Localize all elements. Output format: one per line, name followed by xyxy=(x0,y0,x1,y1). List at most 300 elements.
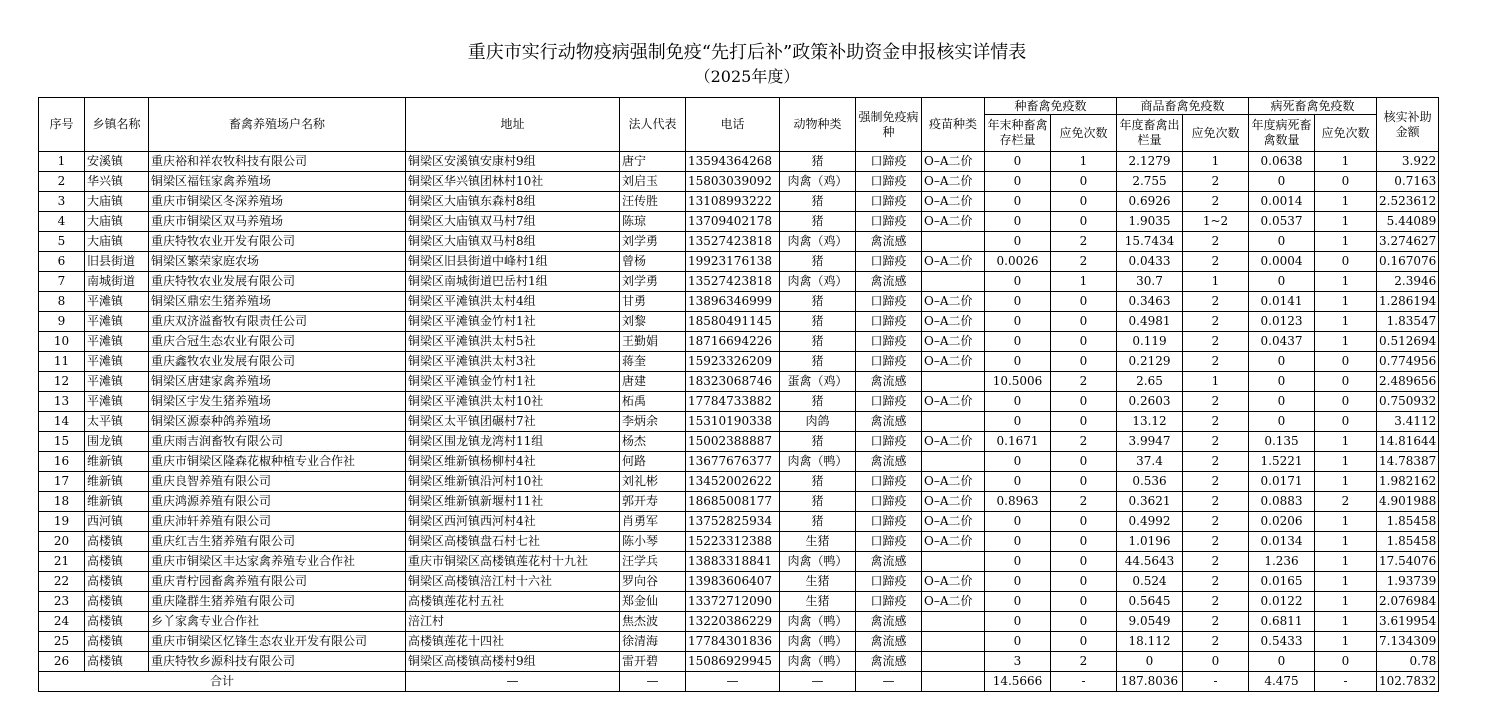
cell-rep: 刘礼彬 xyxy=(620,472,686,492)
cell-dead-count: 0.0122 xyxy=(1249,592,1315,612)
cell-town: 高楼镇 xyxy=(85,652,149,672)
cell-dead-times: 1 xyxy=(1315,232,1377,252)
cell-disease: 口蹄疫 xyxy=(856,572,922,592)
cell-commodity-times: 2 xyxy=(1183,612,1249,632)
cell-seq: 2 xyxy=(39,172,85,192)
cell-vaccine: O–A二价 xyxy=(922,572,985,592)
cell-seq: 14 xyxy=(39,412,85,432)
total-vaccine xyxy=(922,672,985,692)
cell-breeding-times: 0 xyxy=(1051,392,1117,412)
cell-commodity-times: 2 xyxy=(1183,292,1249,312)
cell-species: 猪 xyxy=(780,392,856,412)
cell-farm: 铜梁区源泰种鸽养殖场 xyxy=(149,412,406,432)
cell-phone: 15086929945 xyxy=(686,652,780,672)
header-species: 动物种类 xyxy=(780,98,856,152)
cell-subsidy: 0.7163 xyxy=(1377,172,1439,192)
table-body xyxy=(39,152,1439,692)
cell-species: 猪 xyxy=(780,472,856,492)
cell-breeding-times: 0 xyxy=(1051,572,1117,592)
cell-species: 猪 xyxy=(780,152,856,172)
cell-dead-times: 2 xyxy=(1315,492,1377,512)
cell-dead-count: 0.0638 xyxy=(1249,152,1315,172)
cell-dead-times: 0 xyxy=(1315,172,1377,192)
cell-address: 铜梁区维新镇杨柳村4社 xyxy=(406,452,620,472)
cell-seq: 1 xyxy=(39,152,85,172)
cell-dead-times: 1 xyxy=(1315,312,1377,332)
cell-breeding-times: 0 xyxy=(1051,452,1117,472)
cell-rep: 肖勇军 xyxy=(620,512,686,532)
cell-address: 铜梁区大庙镇东森村8组 xyxy=(406,192,620,212)
cell-farm: 重庆鸿源养殖有限公司 xyxy=(149,492,406,512)
cell-breeding-stock: 0 xyxy=(985,552,1051,572)
cell-vaccine xyxy=(922,232,985,252)
cell-farm: 重庆鑫牧农业发展有限公司 xyxy=(149,352,406,372)
cell-seq: 4 xyxy=(39,212,85,232)
cell-farm: 重庆市铜梁区丰达家禽养殖专业合作社 xyxy=(149,552,406,572)
header-commodity-out-text: 年度畜禽出栏量 xyxy=(1119,118,1180,147)
cell-breeding-times: 1 xyxy=(1051,152,1117,172)
cell-phone: 13594364268 xyxy=(686,152,780,172)
cell-dead-times: 1 xyxy=(1315,292,1377,312)
cell-vaccine: O–A二价 xyxy=(922,192,985,212)
cell-dead-times: 1 xyxy=(1315,452,1377,472)
cell-dead-count: 1.236 xyxy=(1249,552,1315,572)
cell-subsidy: 0.78 xyxy=(1377,652,1439,672)
cell-farm: 铜梁区唐建家禽养殖场 xyxy=(149,372,406,392)
table-row xyxy=(39,412,1439,432)
table-row xyxy=(39,152,1439,172)
cell-breeding-times: 0 xyxy=(1051,512,1117,532)
table-row xyxy=(39,592,1439,612)
cell-town: 平滩镇 xyxy=(85,372,149,392)
cell-address: 铜梁区大庙镇双马村8组 xyxy=(406,232,620,252)
cell-phone: 15803039092 xyxy=(686,172,780,192)
cell-dead-times: 0 xyxy=(1315,392,1377,412)
cell-seq: 12 xyxy=(39,372,85,392)
table-row xyxy=(39,352,1439,372)
cell-commodity-times: 1 xyxy=(1183,372,1249,392)
cell-farm: 重庆良智养殖有限公司 xyxy=(149,472,406,492)
cell-breeding-stock: 0 xyxy=(985,172,1051,192)
cell-subsidy: 14.81644 xyxy=(1377,432,1439,452)
table-row xyxy=(39,312,1439,332)
cell-dead-times: 1 xyxy=(1315,272,1377,292)
cell-town: 平滩镇 xyxy=(85,352,149,372)
cell-vaccine xyxy=(922,552,985,572)
cell-rep: 刘黎 xyxy=(620,312,686,332)
cell-dead-count: 0.0004 xyxy=(1249,252,1315,272)
cell-commodity-times: 2 xyxy=(1183,452,1249,472)
cell-town: 高楼镇 xyxy=(85,592,149,612)
cell-town: 华兴镇 xyxy=(85,172,149,192)
cell-commodity-times: 2 xyxy=(1183,192,1249,212)
cell-species: 生猪 xyxy=(780,572,856,592)
cell-commodity-out: 2.65 xyxy=(1117,372,1183,392)
cell-phone: 13883318841 xyxy=(686,552,780,572)
cell-disease: 口蹄疫 xyxy=(856,292,922,312)
header-farm: 畜禽养殖场户名称 xyxy=(149,98,406,152)
cell-dead-times: 1 xyxy=(1315,532,1377,552)
cell-breeding-stock: 0 xyxy=(985,412,1051,432)
cell-seq: 19 xyxy=(39,512,85,532)
cell-breeding-stock: 0 xyxy=(985,612,1051,632)
cell-subsidy: 2.076984 xyxy=(1377,592,1439,612)
cell-rep: 刘学勇 xyxy=(620,232,686,252)
cell-dead-count: 0 xyxy=(1249,652,1315,672)
cell-dead-count: 0.0014 xyxy=(1249,192,1315,212)
cell-commodity-times: 2 xyxy=(1183,352,1249,372)
cell-rep: 蒋奎 xyxy=(620,352,686,372)
cell-disease: 禽流感 xyxy=(856,412,922,432)
cell-seq: 18 xyxy=(39,492,85,512)
cell-disease: 口蹄疫 xyxy=(856,352,922,372)
cell-rep: 徐清海 xyxy=(620,632,686,652)
cell-vaccine: O–A二价 xyxy=(922,532,985,552)
cell-rep: 郑金仙 xyxy=(620,592,686,612)
cell-commodity-out: 0.3621 xyxy=(1117,492,1183,512)
cell-phone: 13220386229 xyxy=(686,612,780,632)
cell-vaccine: O–A二价 xyxy=(922,472,985,492)
cell-breeding-times: 0 xyxy=(1051,212,1117,232)
cell-breeding-times: 0 xyxy=(1051,612,1117,632)
cell-vaccine xyxy=(922,412,985,432)
cell-disease: 禽流感 xyxy=(856,272,922,292)
header-group-breeding: 种畜禽免疫数 xyxy=(985,98,1117,115)
total-disease: — xyxy=(856,672,922,692)
cell-commodity-out: 0 xyxy=(1117,652,1183,672)
table-row xyxy=(39,532,1439,552)
cell-town: 平滩镇 xyxy=(85,332,149,352)
total-rep: — xyxy=(620,672,686,692)
cell-town: 南城街道 xyxy=(85,272,149,292)
cell-town: 高楼镇 xyxy=(85,572,149,592)
cell-dead-count: 0.0883 xyxy=(1249,492,1315,512)
cell-farm: 重庆市铜梁区隆森花椒种植专业合作社 xyxy=(149,452,406,472)
cell-commodity-times: 2 xyxy=(1183,432,1249,452)
cell-breeding-times: 2 xyxy=(1051,492,1117,512)
cell-vaccine xyxy=(922,612,985,632)
cell-vaccine: O–A二价 xyxy=(922,252,985,272)
table-row xyxy=(39,172,1439,192)
cell-species: 肉禽（鸭） xyxy=(780,452,856,472)
cell-seq: 5 xyxy=(39,232,85,252)
cell-rep: 郭开寿 xyxy=(620,492,686,512)
table-row xyxy=(39,372,1439,392)
cell-commodity-out: 0.536 xyxy=(1117,472,1183,492)
cell-disease: 口蹄疫 xyxy=(856,532,922,552)
cell-rep: 王勤娟 xyxy=(620,332,686,352)
cell-species: 肉禽（鸡） xyxy=(780,232,856,252)
cell-commodity-out: 0.5645 xyxy=(1117,592,1183,612)
cell-breeding-times: 0 xyxy=(1051,332,1117,352)
cell-farm: 重庆市铜梁区忆锋生态农业开发有限公司 xyxy=(149,632,406,652)
cell-phone: 13372712090 xyxy=(686,592,780,612)
cell-phone: 18716694226 xyxy=(686,332,780,352)
cell-rep: 何路 xyxy=(620,452,686,472)
cell-dead-count: 0 xyxy=(1249,372,1315,392)
cell-breeding-times: 0 xyxy=(1051,352,1117,372)
cell-dead-count: 0.6811 xyxy=(1249,612,1315,632)
total-dead-times: - xyxy=(1315,672,1377,692)
cell-phone: 13527423818 xyxy=(686,272,780,292)
cell-breeding-times: 0 xyxy=(1051,472,1117,492)
cell-farm: 重庆双济溢畜牧有限责任公司 xyxy=(149,312,406,332)
cell-address: 铜梁区高楼镇盘石村七社 xyxy=(406,532,620,552)
cell-disease: 口蹄疫 xyxy=(856,252,922,272)
cell-seq: 22 xyxy=(39,572,85,592)
cell-disease: 口蹄疫 xyxy=(856,172,922,192)
cell-subsidy: 4.901988 xyxy=(1377,492,1439,512)
cell-disease: 口蹄疫 xyxy=(856,152,922,172)
table-row xyxy=(39,232,1439,252)
cell-farm: 重庆市铜梁区冬深养殖场 xyxy=(149,192,406,212)
cell-species: 猪 xyxy=(780,292,856,312)
cell-commodity-out: 1.0196 xyxy=(1117,532,1183,552)
table-row xyxy=(39,472,1439,492)
cell-phone: 13752825934 xyxy=(686,512,780,532)
cell-dead-count: 0 xyxy=(1249,232,1315,252)
cell-disease: 禽流感 xyxy=(856,612,922,632)
cell-commodity-out: 30.7 xyxy=(1117,272,1183,292)
cell-town: 围龙镇 xyxy=(85,432,149,452)
header-subsidy-text: 核实补助金额 xyxy=(1383,109,1432,139)
cell-seq: 25 xyxy=(39,632,85,652)
cell-dead-times: 1 xyxy=(1315,152,1377,172)
cell-subsidy: 1.93739 xyxy=(1377,572,1439,592)
cell-subsidy: 3.619954 xyxy=(1377,612,1439,632)
cell-subsidy: 3.922 xyxy=(1377,152,1439,172)
table-row xyxy=(39,192,1439,212)
total-commodity-times: - xyxy=(1183,672,1249,692)
table-row xyxy=(39,612,1439,632)
cell-phone: 18323068746 xyxy=(686,372,780,392)
cell-town: 高楼镇 xyxy=(85,612,149,632)
cell-town: 旧县街道 xyxy=(85,252,149,272)
cell-breeding-times: 2 xyxy=(1051,372,1117,392)
cell-breeding-stock: 0 xyxy=(985,452,1051,472)
cell-subsidy: 5.44089 xyxy=(1377,212,1439,232)
cell-commodity-out: 0.4981 xyxy=(1117,312,1183,332)
cell-farm: 重庆特牧农业发展有限公司 xyxy=(149,272,406,292)
cell-disease: 禽流感 xyxy=(856,232,922,252)
cell-address: 铜梁区高楼镇高楼村9组 xyxy=(406,652,620,672)
cell-vaccine: O–A二价 xyxy=(922,212,985,232)
cell-seq: 10 xyxy=(39,332,85,352)
cell-disease: 口蹄疫 xyxy=(856,592,922,612)
cell-dead-times: 1 xyxy=(1315,472,1377,492)
cell-vaccine xyxy=(922,272,985,292)
cell-vaccine: O–A二价 xyxy=(922,292,985,312)
cell-commodity-times: 2 xyxy=(1183,512,1249,532)
cell-subsidy: 2.523612 xyxy=(1377,192,1439,212)
cell-breeding-times: 2 xyxy=(1051,232,1117,252)
table-row xyxy=(39,332,1439,352)
cell-species: 猪 xyxy=(780,352,856,372)
cell-town: 西河镇 xyxy=(85,512,149,532)
cell-dead-count: 0 xyxy=(1249,412,1315,432)
cell-disease: 口蹄疫 xyxy=(856,472,922,492)
cell-phone: 15002388887 xyxy=(686,432,780,452)
cell-town: 维新镇 xyxy=(85,472,149,492)
cell-town: 高楼镇 xyxy=(85,532,149,552)
cell-address: 涪江村 xyxy=(406,612,620,632)
cell-breeding-stock: 0.0026 xyxy=(985,252,1051,272)
cell-subsidy: 3.274627 xyxy=(1377,232,1439,252)
cell-farm: 重庆特牧乡源科技有限公司 xyxy=(149,652,406,672)
cell-commodity-times: 2 xyxy=(1183,252,1249,272)
cell-farm: 铜梁区繁荣家庭农场 xyxy=(149,252,406,272)
cell-commodity-out: 2.755 xyxy=(1117,172,1183,192)
cell-commodity-times: 1 xyxy=(1183,152,1249,172)
cell-farm: 铜梁区宇发生猪养殖场 xyxy=(149,392,406,412)
total-breeding-stock: 14.5666 xyxy=(985,672,1051,692)
cell-commodity-out: 1.9035 xyxy=(1117,212,1183,232)
cell-seq: 7 xyxy=(39,272,85,292)
cell-vaccine xyxy=(922,632,985,652)
cell-species: 肉禽（鸭） xyxy=(780,612,856,632)
cell-address: 高楼镇莲花村五社 xyxy=(406,592,620,612)
cell-commodity-out: 0.2129 xyxy=(1117,352,1183,372)
cell-dead-times: 0 xyxy=(1315,372,1377,392)
cell-phone: 17784301836 xyxy=(686,632,780,652)
cell-commodity-out: 13.12 xyxy=(1117,412,1183,432)
table-row xyxy=(39,252,1439,272)
cell-seq: 24 xyxy=(39,612,85,632)
header-vaccine: 疫苗种类 xyxy=(922,98,985,152)
cell-breeding-times: 0 xyxy=(1051,532,1117,552)
cell-seq: 26 xyxy=(39,652,85,672)
cell-dead-count: 0 xyxy=(1249,172,1315,192)
cell-vaccine xyxy=(922,452,985,472)
cell-farm: 重庆合冠生态农业有限公司 xyxy=(149,332,406,352)
cell-breeding-stock: 0 xyxy=(985,232,1051,252)
cell-breeding-times: 0 xyxy=(1051,192,1117,212)
cell-town: 维新镇 xyxy=(85,492,149,512)
cell-seq: 20 xyxy=(39,532,85,552)
cell-subsidy: 1.83547 xyxy=(1377,312,1439,332)
cell-breeding-stock: 0.8963 xyxy=(985,492,1051,512)
cell-dead-times: 1 xyxy=(1315,332,1377,352)
cell-address: 铜梁区平滩镇洪太村4组 xyxy=(406,292,620,312)
cell-dead-times: 1 xyxy=(1315,572,1377,592)
cell-phone: 13983606407 xyxy=(686,572,780,592)
page-subtitle: （2025年度） xyxy=(694,67,800,86)
total-breeding-times: - xyxy=(1051,672,1117,692)
total-phone: — xyxy=(686,672,780,692)
cell-town: 大庙镇 xyxy=(85,192,149,212)
cell-address: 高楼镇莲花十四社 xyxy=(406,632,620,652)
cell-subsidy: 17.54076 xyxy=(1377,552,1439,572)
cell-phone: 13677676377 xyxy=(686,452,780,472)
total-row xyxy=(39,672,1439,692)
header-rep: 法人代表 xyxy=(620,98,686,152)
cell-town: 维新镇 xyxy=(85,452,149,472)
cell-dead-count: 0.0123 xyxy=(1249,312,1315,332)
cell-dead-count: 0.0437 xyxy=(1249,332,1315,352)
cell-town: 大庙镇 xyxy=(85,232,149,252)
header-dead-times: 应免次数 xyxy=(1315,115,1377,152)
cell-dead-count: 0 xyxy=(1249,272,1315,292)
cell-commodity-out: 0.4992 xyxy=(1117,512,1183,532)
cell-rep: 汪学兵 xyxy=(620,552,686,572)
cell-farm: 重庆特牧农业开发有限公司 xyxy=(149,232,406,252)
cell-vaccine xyxy=(922,372,985,392)
table-row xyxy=(39,632,1439,652)
cell-commodity-times: 2 xyxy=(1183,392,1249,412)
cell-farm: 重庆隆群生猪养殖有限公司 xyxy=(149,592,406,612)
cell-phone: 15310190338 xyxy=(686,412,780,432)
cell-vaccine: O–A二价 xyxy=(922,592,985,612)
header-phone: 电话 xyxy=(686,98,780,152)
cell-dead-times: 0 xyxy=(1315,412,1377,432)
cell-subsidy: 2.489656 xyxy=(1377,372,1439,392)
cell-subsidy: 0.167076 xyxy=(1377,252,1439,272)
cell-address: 铜梁区围龙镇龙湾村11组 xyxy=(406,432,620,452)
cell-rep: 杨杰 xyxy=(620,432,686,452)
cell-commodity-out: 37.4 xyxy=(1117,452,1183,472)
cell-phone: 17784733882 xyxy=(686,392,780,412)
cell-disease: 口蹄疫 xyxy=(856,432,922,452)
cell-subsidy: 1.85458 xyxy=(1377,512,1439,532)
page-title: 重庆市实行动物疫病强制免疫“先打后补”政策补助资金申报核实详情表 xyxy=(467,42,1027,63)
cell-address: 铜梁区大庙镇双马村7组 xyxy=(406,212,620,232)
table-row xyxy=(39,572,1439,592)
cell-seq: 21 xyxy=(39,552,85,572)
cell-subsidy: 1.982162 xyxy=(1377,472,1439,492)
cell-species: 猪 xyxy=(780,432,856,452)
cell-species: 猪 xyxy=(780,212,856,232)
header-address: 地址 xyxy=(406,98,620,152)
cell-dead-times: 1 xyxy=(1315,592,1377,612)
cell-address: 铜梁区高楼镇涪江村十六社 xyxy=(406,572,620,592)
cell-commodity-times: 2 xyxy=(1183,172,1249,192)
header-commodity-times: 应免次数 xyxy=(1183,115,1249,152)
cell-breeding-times: 0 xyxy=(1051,172,1117,192)
cell-breeding-times: 0 xyxy=(1051,552,1117,572)
header-breeding-stock-text: 年末种畜禽存栏量 xyxy=(987,118,1048,147)
total-subsidy: 102.7832 xyxy=(1377,672,1439,692)
header-commodity-out xyxy=(1117,115,1183,152)
cell-dead-count: 0.0141 xyxy=(1249,292,1315,312)
cell-breeding-stock: 10.5006 xyxy=(985,372,1051,392)
cell-address: 铜梁区安溪镇安康村9组 xyxy=(406,152,620,172)
cell-breeding-stock: 0 xyxy=(985,392,1051,412)
cell-commodity-out: 0.524 xyxy=(1117,572,1183,592)
cell-commodity-out: 2.1279 xyxy=(1117,152,1183,172)
cell-phone: 13896346999 xyxy=(686,292,780,312)
cell-commodity-times: 2 xyxy=(1183,472,1249,492)
cell-phone: 15923326209 xyxy=(686,352,780,372)
cell-rep: 李炳余 xyxy=(620,412,686,432)
header-dead-count-text: 年度病死畜禽数量 xyxy=(1251,118,1312,147)
cell-dead-count: 0.0165 xyxy=(1249,572,1315,592)
cell-breeding-times: 1 xyxy=(1051,272,1117,292)
cell-farm: 重庆裕和祥农牧科技有限公司 xyxy=(149,152,406,172)
table-row xyxy=(39,452,1439,472)
cell-dead-times: 1 xyxy=(1315,512,1377,532)
cell-dead-times: 1 xyxy=(1315,612,1377,632)
cell-farm: 重庆青柠园畜禽养殖有限公司 xyxy=(149,572,406,592)
cell-vaccine: O–A二价 xyxy=(922,312,985,332)
cell-breeding-times: 0 xyxy=(1051,632,1117,652)
cell-rep: 陈琼 xyxy=(620,212,686,232)
cell-rep: 雷开碧 xyxy=(620,652,686,672)
cell-address: 铜梁区华兴镇团林村10社 xyxy=(406,172,620,192)
cell-subsidy: 1.85458 xyxy=(1377,532,1439,552)
cell-commodity-out: 0.3463 xyxy=(1117,292,1183,312)
cell-dead-count: 0.0206 xyxy=(1249,512,1315,532)
header-breeding-stock xyxy=(985,115,1051,152)
